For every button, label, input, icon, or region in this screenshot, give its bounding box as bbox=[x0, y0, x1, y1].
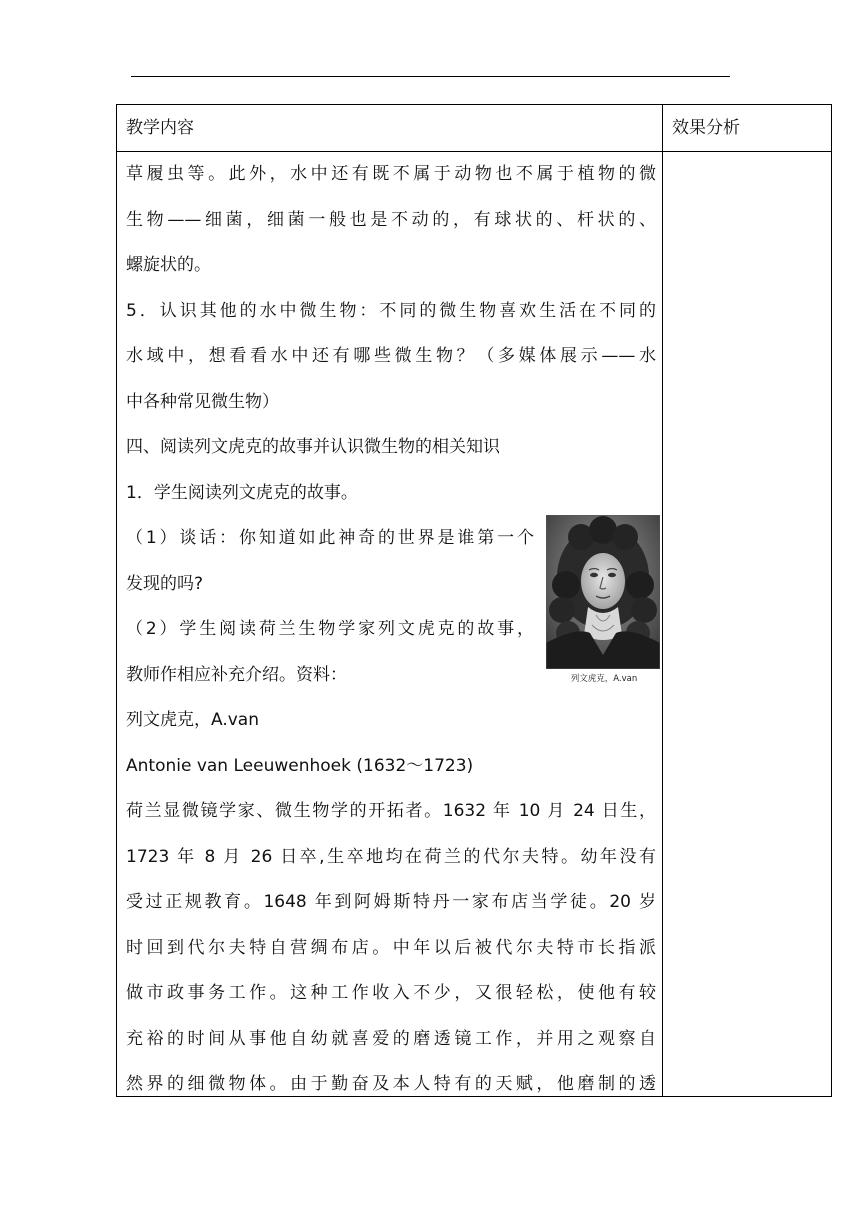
leeuwenhoek-portrait bbox=[546, 515, 660, 669]
content-line: 1．学生阅读列文虎克的故事。 bbox=[126, 482, 358, 503]
header-teaching-content: 教学内容 bbox=[126, 118, 194, 138]
content-line: 螺旋状的。 bbox=[126, 255, 211, 275]
content-line: 荷兰显微镜学家、微生物学的开拓者。1632 年 10 月 24 日生， bbox=[126, 801, 656, 821]
page-header-rule bbox=[131, 76, 730, 77]
content-line: 教师作相应补充介绍。资料： bbox=[126, 664, 347, 685]
content-line: 列文虎克，A.van bbox=[126, 710, 259, 730]
content-line: 生物——细菌，细菌一般也是不动的，有球状的、杆状的、 bbox=[126, 209, 656, 230]
content-line: 充裕的时间从事他自幼就喜爱的磨透镜工作，并用之观察自 bbox=[126, 1028, 656, 1049]
leeuwenhoek-portrait-figure bbox=[546, 515, 662, 684]
content-line: 1723 年 8 月 26 日卒,生卒地均在荷兰的代尔夫特。幼年没有 bbox=[126, 846, 656, 867]
content-line: 然界的细微物体。由于勤奋及本人特有的天赋，他磨制的透 bbox=[126, 1074, 656, 1094]
content-line: 草履虫等。此外，水中还有既不属于动物也不属于植物的微 bbox=[126, 164, 656, 184]
content-line: Antonie van Leeuwenhoek (1632～1723) bbox=[126, 755, 474, 776]
content-line: 做市政事务工作。这种工作收入不少，又很轻松，使他有较 bbox=[126, 983, 656, 1003]
content-line: 时回到代尔夫特自营绸布店。中年以后被代尔夫特市长指派 bbox=[126, 937, 656, 958]
header-effect-analysis: 效果分析 bbox=[672, 118, 740, 138]
portrait-caption: 列文虎克，A.van bbox=[570, 674, 638, 684]
column-divider bbox=[662, 105, 663, 1096]
content-line: 5．认识其他的水中微生物：不同的微生物喜欢生活在不同的 bbox=[126, 300, 656, 321]
content-line: （1）谈话：你知道如此神奇的世界是谁第一个 bbox=[126, 528, 534, 548]
content-line: 中各种常见微生物） bbox=[126, 391, 279, 412]
content-line: 水域中，想看看水中还有哪些微生物？（多媒体展示——水 bbox=[126, 346, 656, 366]
content-line: 受过正规教育。1648 年到阿姆斯特丹一家布店当学徒。20 岁 bbox=[126, 892, 656, 912]
content-line: （2）学生阅读荷兰生物学家列文虎克的故事， bbox=[126, 619, 534, 639]
lesson-table bbox=[116, 104, 832, 1097]
content-line: 发现的吗? bbox=[126, 573, 204, 594]
content-line: 四、阅读列文虎克的故事并认识微生物的相关知识 bbox=[126, 437, 500, 457]
